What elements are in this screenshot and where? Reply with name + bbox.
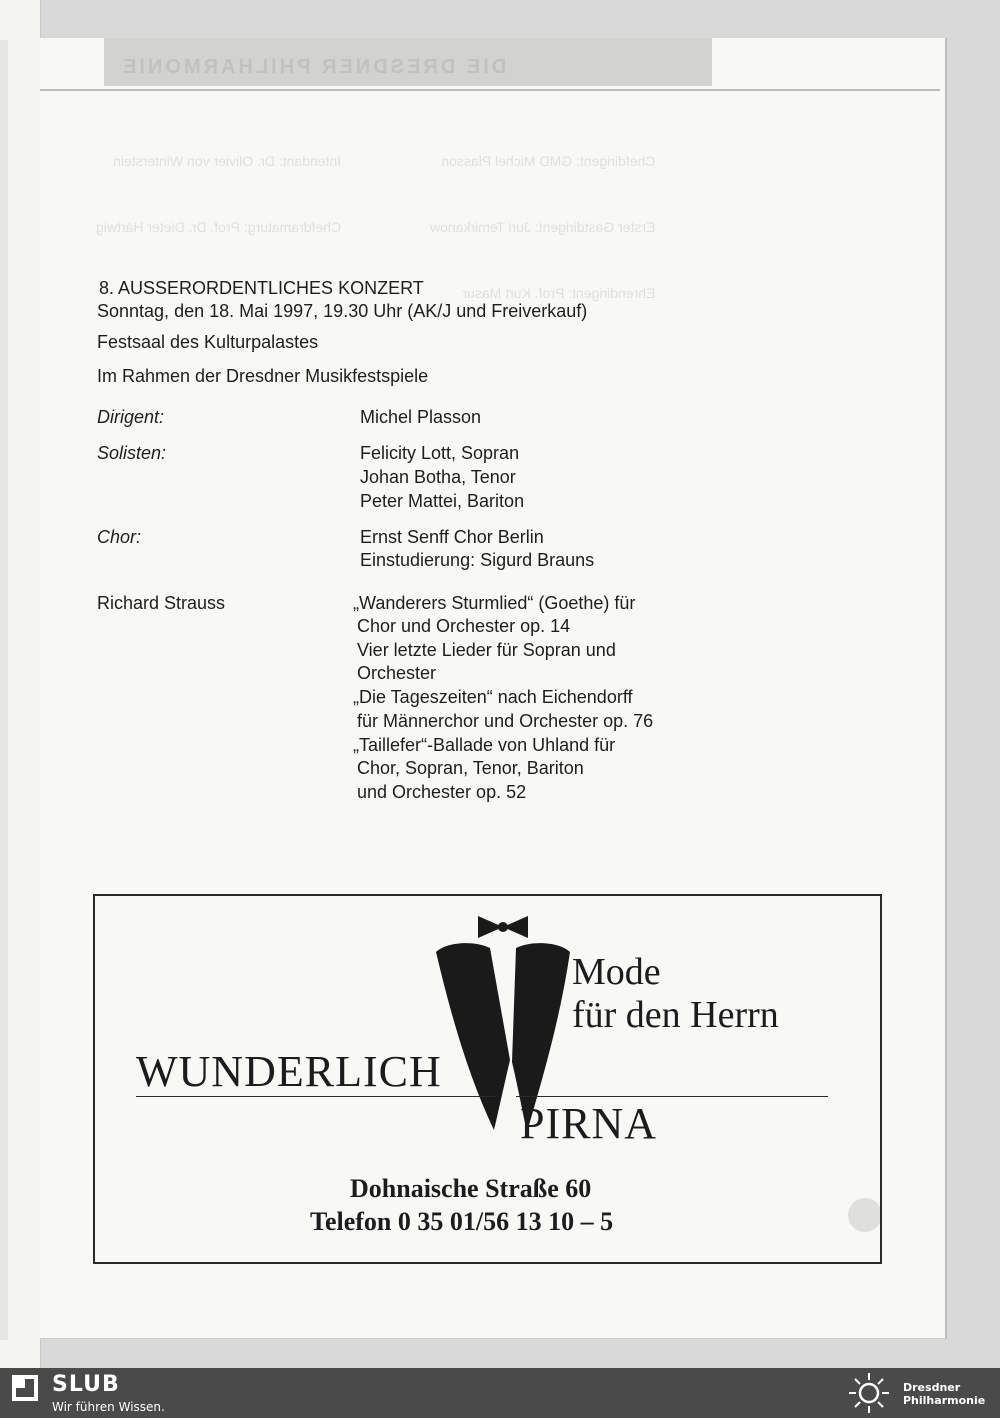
composer-name: Richard Strauss: [97, 593, 226, 613]
concert-date: Sonntag, den 18. Mai 1997, 19.30 Uhr (AK/J und Freiverkauf): [97, 301, 588, 321]
work-line: „Wanderers Sturmlied“ (Goethe) für: [353, 593, 636, 613]
advert-slogan-line2: für den Herrn: [572, 994, 779, 1036]
advert-rule-left: [136, 1096, 496, 1097]
work-line: Vier letzte Lieder für Sopran und: [357, 640, 616, 660]
concert-venue: Festsaal des Kulturpalastes: [97, 332, 319, 352]
soloist-2: Johan Botha, Tenor: [360, 467, 516, 487]
concert-title: 8. AUSSERORDENTLICHES KONZERT: [99, 278, 424, 298]
advert-rule-right: [516, 1096, 828, 1097]
work-line: Chor und Orchester op. 14: [357, 616, 571, 636]
conductor-name: Michel Plasson: [360, 407, 482, 427]
show-through-title: DIE DRESDNER PHILHARMONIE: [120, 56, 507, 78]
slub-logo-icon: [12, 1375, 38, 1401]
work-line: „Die Tageszeiten“ nach Eichendorff: [353, 687, 633, 707]
work-line: und Orchester op. 52: [357, 782, 527, 802]
advert-brand: WUNDERLICH: [136, 1047, 442, 1096]
work-line: „Taillefer“-Ballade von Uhland für: [353, 735, 616, 755]
soloist-1: Felicity Lott, Sopran: [360, 443, 520, 463]
philharmonie-logo-icon: [843, 1371, 895, 1415]
role-label-conductor: Dirigent:: [97, 407, 165, 427]
role-label-choir: Chor:: [97, 527, 142, 547]
concert-context: Im Rahmen der Dresdner Musikfestspiele: [97, 366, 429, 386]
library-tagline: Wir führen Wissen.: [52, 1400, 165, 1414]
work-line: für Männerchor und Orchester op. 76: [357, 711, 654, 731]
advert-phone: Telefon 0 35 01/56 13 10 – 5: [310, 1207, 614, 1236]
work-line: Orchester: [357, 663, 437, 683]
show-through-header-right: Intendant: Dr. Olivier von Winterstein Chefdramaturg: Prof. Dr. Dieter Härtwig: [96, 153, 342, 235]
choir-director: Einstudierung: Sigurd Brauns: [360, 550, 595, 570]
choir-name: Ernst Senff Chor Berlin: [360, 527, 544, 547]
soloist-3: Peter Mattei, Bariton: [360, 491, 525, 511]
bow-tie-icon: [478, 916, 528, 938]
partner-name: Dresdner Philharmonie: [903, 1381, 986, 1407]
library-name: SLUB: [52, 1372, 120, 1397]
work-line: Chor, Sopran, Tenor, Bariton: [357, 758, 584, 778]
advert-slogan-line1: Mode: [572, 951, 661, 993]
role-label-soloists: Solisten:: [97, 443, 167, 463]
advert-address: Dohnaische Straße 60: [350, 1174, 592, 1203]
advert-city: PIRNA: [520, 1099, 658, 1148]
show-through-header-left: Chefdirigent: GMD Michel Plasson Erster Gastdirigent: Juri Temirkanow Ehrendirigent: Prof. Kurt Masur: [430, 153, 656, 301]
